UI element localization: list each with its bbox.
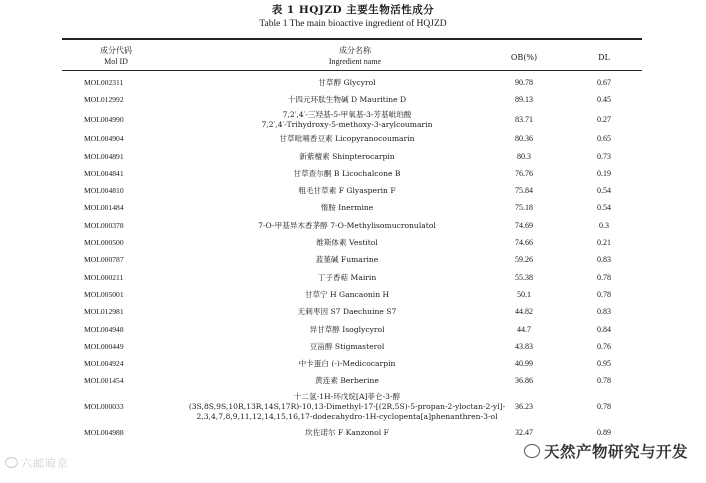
table-row [62, 148, 642, 165]
cell-ob: 59.26 [515, 255, 533, 265]
header-ingredient-name [290, 45, 420, 67]
ingredient-name-line: 惰胺 Inermine [320, 203, 374, 213]
table-row [62, 286, 642, 303]
ingredient-name-line: 维斯体素 Vestitol [316, 238, 378, 248]
cell-ob: 44.82 [515, 307, 533, 317]
cell-ob: 80.3 [517, 151, 531, 161]
cell-ingredient-name [202, 234, 492, 251]
cell-ob: 40.99 [515, 359, 533, 369]
cell-dl: 0.78 [597, 402, 611, 412]
cell-mol-id: MOL004891 [84, 151, 124, 161]
cell-mol-id: MOL004841 [84, 168, 124, 178]
wechat-icon [524, 444, 540, 458]
cell-mol-id: MOL012981 [84, 307, 124, 317]
ingredient-name-line: 粗毛甘草素 F Glyasperin F [298, 186, 396, 196]
ingredient-name-line: 中卡蛋白 (-)-Medicocarpin [298, 359, 396, 369]
cell-dl: 0.83 [597, 255, 611, 265]
table-row [62, 200, 642, 217]
cell-mol-id: MOL004988 [84, 427, 124, 437]
cell-dl: 0.78 [597, 272, 611, 282]
cell-ingredient-name [202, 148, 492, 165]
cell-mol-id: MOL004810 [84, 186, 124, 196]
cell-dl: 0.78 [597, 289, 611, 299]
cell-ingredient-name [202, 321, 492, 338]
cell-mol-id: MOL004948 [84, 324, 124, 334]
cell-ingredient-name [202, 252, 492, 269]
table-row [62, 165, 642, 182]
ingredient-name-line: 新紫檀素 Shinpterocarpin [299, 151, 395, 161]
cell-mol-id: MOL000787 [84, 255, 124, 265]
cell-mol-id: MOL004990 [84, 114, 124, 124]
table-row [62, 217, 642, 234]
cell-dl: 0.95 [597, 359, 611, 369]
table-row [62, 182, 642, 199]
header-rule [62, 70, 642, 71]
ingredient-name-line: 甘草查尔酮 B Licochalcone B [293, 168, 401, 178]
table-row [62, 109, 642, 131]
cell-ob: 75.84 [515, 186, 533, 196]
ingredient-name-line: 豆甾醇 Stigmasterol [309, 341, 385, 351]
cell-mol-id: MOL000211 [84, 272, 124, 282]
ingredient-name-line: 黄连素 Berberine [315, 376, 379, 386]
table-row [62, 355, 642, 372]
table-row [62, 74, 642, 91]
cell-ob: 90.78 [515, 77, 533, 87]
header-id-zh: 成分代码 [100, 46, 132, 55]
ingredient-name-line: 无刺枣因 S7 Daechuine S7 [297, 307, 397, 317]
cell-ob: 44.7 [517, 324, 531, 334]
cell-mol-id: MOL005001 [84, 289, 124, 299]
cell-ob: 80.36 [515, 134, 533, 144]
cell-mol-id: MOL012992 [84, 94, 124, 104]
cell-ob: 76.76 [515, 168, 533, 178]
cell-mol-id: MOL001484 [84, 203, 124, 213]
table-row [62, 252, 642, 269]
cell-ingredient-name [202, 355, 492, 372]
cell-ob: 32.47 [515, 427, 533, 437]
top-rule [62, 38, 642, 40]
ingredient-name-line: 甘草宁 H Gancaonin H [304, 289, 390, 299]
watermark-right [522, 440, 690, 462]
cell-dl: 0.84 [597, 324, 611, 334]
ingredient-name-line: (3S,8S,9S,10R,13R,14S,17R)-10,13-Dimethyl-17-[(2R,5S)-5-propan-2-yloctan-2-yl]- [188, 402, 506, 412]
header-id-en: Mol ID [104, 57, 128, 66]
cell-ingredient-name [202, 373, 492, 390]
cell-mol-id: MOL001454 [84, 376, 124, 386]
table-title-zh: 表 1 HQJZD 主要生物活性成分 [271, 4, 435, 16]
cell-dl: 0.65 [597, 134, 611, 144]
cell-ingredient-name [202, 131, 492, 148]
cell-ingredient-name [202, 165, 492, 182]
cell-ingredient-name [202, 200, 492, 217]
table-title-en: Table 1 The main bioactive ingredient of HQJZD [259, 19, 447, 29]
cell-ob: 74.66 [515, 238, 533, 248]
cell-mol-id: MOL004904 [84, 134, 124, 144]
weibo-icon [5, 457, 18, 468]
cell-ob: 83.71 [515, 114, 533, 124]
cell-dl: 0.76 [597, 341, 611, 351]
header-name-zh: 成分名称 [339, 46, 371, 55]
cell-mol-id: MOL000500 [84, 238, 124, 248]
cell-mol-id: MOL000033 [84, 402, 124, 412]
cell-ob: 75.18 [515, 203, 533, 213]
cell-ingredient-name [202, 424, 492, 441]
cell-mol-id: MOL000378 [84, 220, 124, 230]
ingredient-name-line: 甘草醇 Glycyrol [318, 77, 376, 87]
cell-dl: 0.54 [597, 203, 611, 213]
cell-ingredient-name [202, 286, 492, 303]
cell-dl: 0.54 [597, 186, 611, 196]
cell-dl: 0.78 [597, 376, 611, 386]
ingredient-name-line: 甘草吡喃香豆素 Licopyranocoumarin [279, 134, 415, 144]
table-row [62, 304, 642, 321]
cell-dl: 0.89 [597, 427, 611, 437]
header-dl: DL [598, 53, 610, 62]
table-row [62, 338, 642, 355]
cell-ingredient-name [202, 182, 492, 199]
cell-ingredient-name [202, 304, 492, 321]
cell-ingredient-name [202, 269, 492, 286]
ingredient-name-line: 异甘草醇 Isoglycyrol [309, 324, 385, 334]
table-row [62, 321, 642, 338]
cell-ob: 43.83 [515, 341, 533, 351]
cell-ob: 36.23 [515, 402, 533, 412]
cell-ingredient-name [202, 74, 492, 91]
watermark-right-text: 天然产物研究与开发 [544, 443, 689, 461]
ingredient-name-line: 十二氢-1H-环戊烷[A]菲仑-3-醇 [293, 392, 401, 402]
ingredient-name-line: 7-O-甲基异木香茅醇 7-O-Methylisomucronulatol [258, 220, 436, 230]
header-name-en: Ingredient name [328, 57, 382, 66]
header-ob: OB(%) [510, 53, 538, 62]
cell-dl: 0.45 [597, 94, 611, 104]
cell-ob: 89.13 [515, 94, 533, 104]
table-row [62, 424, 642, 441]
ingredient-name-line: 坎佐诺尔 F Kanzonol F [305, 427, 389, 437]
ingredient-name-line: 丁子香萜 Mairin [317, 272, 377, 282]
watermark-left [5, 455, 69, 471]
cell-mol-id: MOL000449 [84, 341, 124, 351]
cell-ingredient-name [202, 109, 492, 131]
table-row [62, 234, 642, 251]
cell-dl: 0.73 [597, 151, 611, 161]
ingredient-name-line: 十四元环肽生物碱 D Mauritine D [287, 94, 407, 104]
table-row [62, 131, 642, 148]
header-mol-id [86, 45, 146, 67]
cell-ob: 50.1 [517, 289, 531, 299]
cell-ob: 36.86 [515, 376, 533, 386]
cell-dl: 0.83 [597, 307, 611, 317]
cell-dl: 0.21 [597, 238, 611, 248]
ingredient-name-line: 2,3,4,7,8,9,11,12,14,15,16,17-dodecahydro-1H-cyclopenta[a]phenanthren-3-ol [196, 412, 498, 422]
cell-dl: 0.3 [599, 220, 609, 230]
cell-ob: 74.69 [515, 220, 533, 230]
ingredient-name-line: 7,2′,4′-Trihydroxy-5-methoxy-3-arylcoumarin [261, 119, 433, 129]
cell-ob: 55.38 [515, 272, 533, 282]
table-body [62, 74, 642, 441]
cell-dl: 0.27 [597, 114, 611, 124]
table-row [62, 390, 642, 424]
cell-mol-id: MOL004924 [84, 359, 124, 369]
cell-ingredient-name [202, 338, 492, 355]
cell-dl: 0.19 [597, 168, 611, 178]
cell-ingredient-name [202, 217, 492, 234]
table-row [62, 269, 642, 286]
cell-mol-id: MOL002311 [84, 77, 124, 87]
ingredient-name-line: 7,2′,4′-三羟基-5-甲氧基-3-芳基呲珀酸 [282, 109, 412, 119]
cell-ingredient-name [202, 91, 492, 108]
ingredient-name-line: 蓝堇碱 Fumarine [315, 255, 379, 265]
table-row [62, 373, 642, 390]
table-row [62, 91, 642, 108]
watermark-left-text: 六邮晾京 [21, 457, 69, 470]
cell-ingredient-name [188, 390, 506, 424]
cell-dl: 0.67 [597, 77, 611, 87]
